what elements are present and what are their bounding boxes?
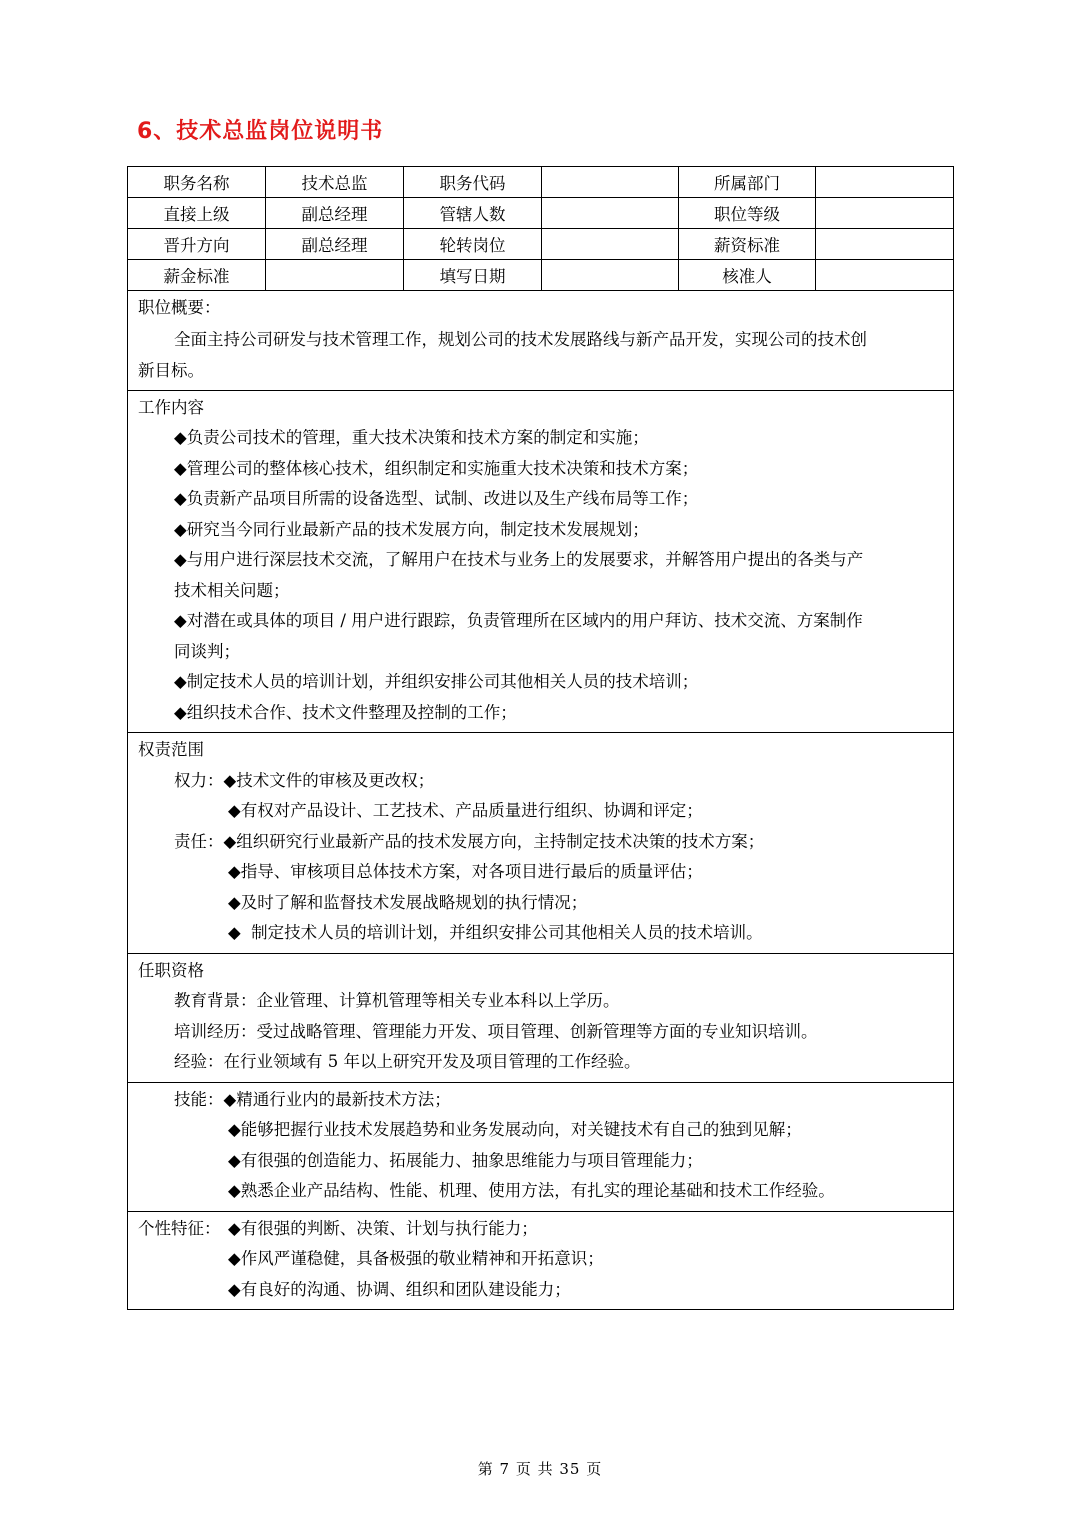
traits-label: 个性特征： [138, 1218, 221, 1238]
work-heading: 工作内容 [138, 397, 204, 417]
duty-row [138, 827, 947, 858]
traits-item: ◆作风严谨稳健，具备极强的敬业精神和开拓意识； [228, 1249, 604, 1268]
field-label-cell: 所属部门 [679, 167, 816, 198]
power-item: ◆技术文件的审核及更改权； [223, 770, 435, 790]
header-row [128, 198, 954, 229]
overview-section [128, 291, 954, 391]
qualification-item: 培训经历：受过战略管理、管理能力开发、项目管理、创新管理等方面的专业知识培训。 [174, 1021, 818, 1041]
work-item: 技术相关问题； [174, 580, 290, 600]
work-item: ◆研究当今同行业最新产品的技术发展方向，制定技术发展规划； [174, 519, 649, 539]
skills-section [128, 1082, 954, 1211]
field-label-cell: 职务名称 [128, 167, 266, 198]
field-label-cell: 轮转岗位 [404, 229, 542, 260]
traits-item: ◆有很强的判断、决策、计划与执行能力； [228, 1218, 538, 1238]
duty-item: ◆指导、审核项目总体技术方案，对各项目进行最后的质量评估； [228, 862, 703, 881]
traits-section [128, 1211, 954, 1310]
overview-text-line1: 全面主持公司研发与技术管理工作，规划公司的技术发展路线与新产品开发，实现公司的技术创 [174, 329, 867, 349]
field-label-cell: 职务代码 [404, 167, 542, 198]
duty-item: ◆组织研究行业最新产品的技术发展方向，主持制定技术决策的技术方案； [223, 831, 765, 851]
power-label: 权力： [174, 770, 224, 790]
skills-row [138, 1085, 947, 1116]
qualification-section [128, 953, 954, 1082]
field-label-cell: 管辖人数 [404, 198, 542, 229]
job-description-table [127, 166, 954, 1310]
work-item: ◆对潜在或具体的项目 / 用户进行跟踪，负责管理所在区域内的用户拜访、技术交流、方案制作 [174, 611, 863, 630]
field-value-cell [542, 198, 679, 229]
overview-heading: 职位概要： [138, 298, 221, 317]
field-value-cell [816, 167, 954, 198]
duty-item: ◆及时了解和监督技术发展战略规划的执行情况； [228, 892, 588, 912]
field-label-cell: 薪金标准 [128, 260, 266, 291]
authority-heading: 权责范围 [138, 740, 204, 759]
field-value-cell: 副总经理 [266, 229, 404, 260]
authority-section [128, 733, 954, 954]
header-row [128, 167, 954, 198]
traits-item: ◆有良好的沟通、协调、组织和团队建设能力； [228, 1279, 571, 1299]
field-value-cell [542, 167, 679, 198]
work-item: ◆负责新产品项目所需的设备选型、试制、改进以及生产线布局等工作； [174, 489, 699, 508]
field-value-cell: 副总经理 [266, 198, 404, 229]
field-label-cell: 晋升方向 [128, 229, 266, 260]
duty-label: 责任： [174, 831, 224, 851]
work-item: ◆组织技术合作、技术文件整理及控制的工作； [174, 702, 517, 722]
field-value-cell [816, 229, 954, 260]
field-value-cell: 技术总监 [266, 167, 404, 198]
skills-label: 技能： [174, 1089, 224, 1109]
skills-item: ◆有很强的创造能力、拓展能力、抽象思维能力与项目管理能力； [228, 1150, 703, 1170]
power-item: ◆有权对产品设计、工艺技术、产品质量进行组织、协调和评定； [228, 801, 703, 820]
work-item: ◆与用户进行深层技术交流，了解用户在技术与业务上的发展要求，并解答用户提出的各类与产 [174, 550, 864, 569]
work-item: ◆制定技术人员的培训计划，并组织安排公司其他相关人员的技术培训； [174, 672, 699, 691]
page-title: 6、技术总监岗位说明书 [137, 119, 384, 144]
work-item: 同谈判； [174, 641, 240, 661]
qualification-item: 经验：在行业领域有 5 年以上研究开发及项目管理的工作经验。 [174, 1052, 641, 1071]
field-label-cell: 直接上级 [128, 198, 266, 229]
work-item: ◆负责公司技术的管理，重大技术决策和技术方案的制定和实施； [174, 428, 649, 447]
field-value-cell [542, 260, 679, 291]
field-label-cell: 职位等级 [679, 198, 816, 229]
field-value-cell [266, 260, 404, 291]
skills-item: ◆熟悉企业产品结构、性能、机理、使用方法，有扎实的理论基础和技术工作经验。 [228, 1181, 835, 1200]
field-value-cell [542, 229, 679, 260]
traits-row [138, 1214, 947, 1245]
duty-item: ◆ 制定技术人员的培训计划，并组织安排公司其他相关人员的技术培训。 [228, 923, 763, 942]
skills-item: ◆能够把握行业技术发展趋势和业务发展动向，对关键技术有自己的独到见解； [228, 1120, 802, 1139]
field-label-cell: 核准人 [679, 260, 816, 291]
page-footer: 第 7 页 共 35 页 [477, 1460, 603, 1478]
qualification-heading: 任职资格 [138, 960, 204, 980]
power-row [138, 766, 947, 797]
work-item: ◆管理公司的整体核心技术，组织制定和实施重大技术决策和技术方案； [174, 458, 699, 478]
field-value-cell [816, 198, 954, 229]
work-section [128, 390, 954, 733]
field-value-cell [816, 260, 954, 291]
skills-item: ◆精通行业内的最新技术方法； [223, 1089, 451, 1109]
header-row [128, 229, 954, 260]
overview-text-line2: 新目标。 [138, 360, 204, 380]
field-label-cell: 薪资标准 [679, 229, 816, 260]
field-label-cell: 填写日期 [404, 260, 542, 291]
header-row [128, 260, 954, 291]
qualification-item: 教育背景：企业管理、计算机管理等相关专业本科以上学历。 [174, 991, 620, 1010]
